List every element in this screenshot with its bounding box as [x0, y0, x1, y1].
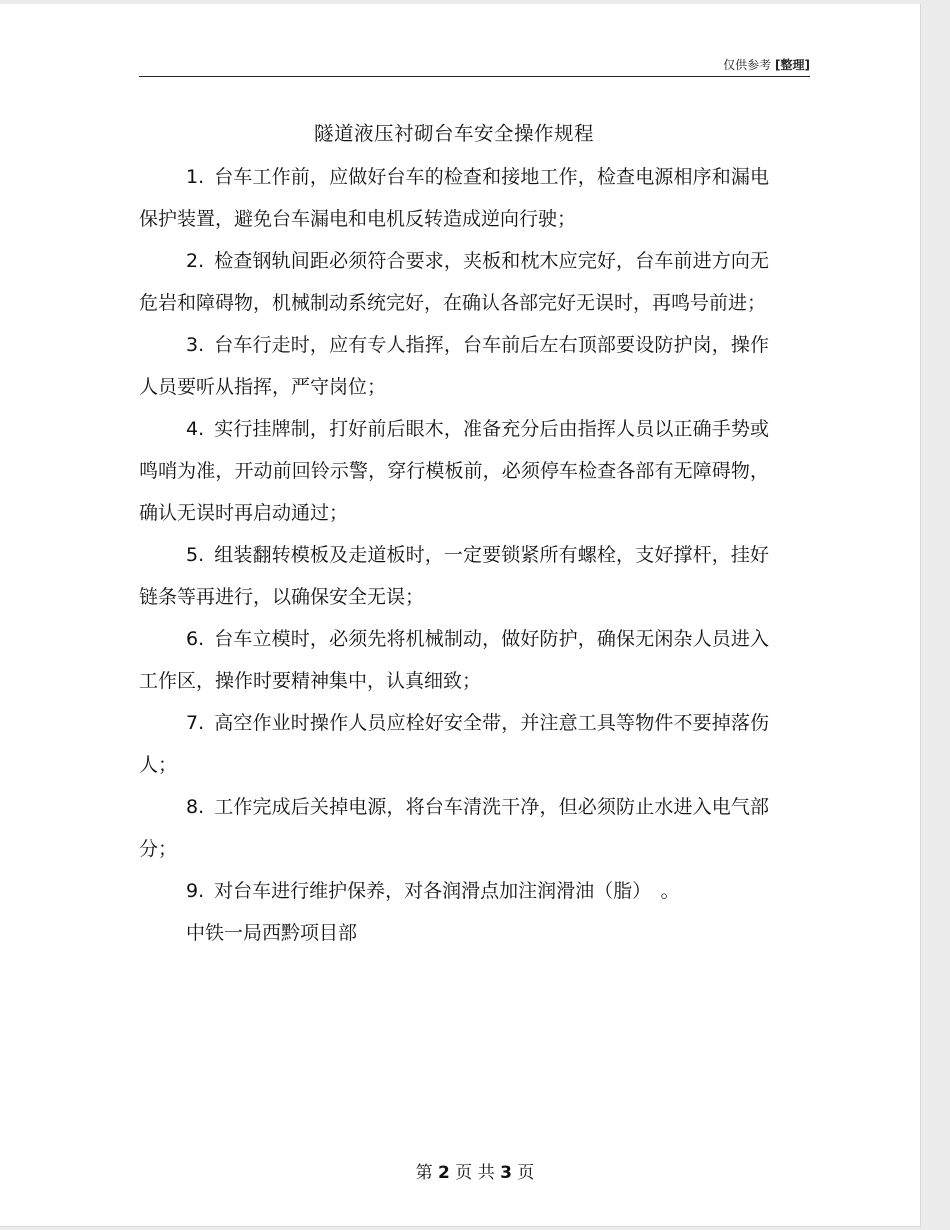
document-body	[139, 156, 769, 954]
rule-number: 8.	[186, 796, 205, 818]
signature: 中铁一局西黔项目部	[186, 922, 358, 944]
rule-number: 1.	[186, 166, 205, 188]
rule-text: 对台车进行维护保养，对各润滑点加注润滑油（脂） 。	[214, 880, 680, 902]
header-divider	[139, 76, 810, 77]
rule-item-1	[139, 156, 769, 240]
page-number-mid: 页 共	[455, 1163, 495, 1183]
header-note-bracket: [整理]	[775, 58, 810, 72]
rule-number: 4.	[186, 418, 205, 440]
rule-number: 3.	[186, 334, 205, 356]
rule-text: 工作完成后关掉电源，将台车清洗干净，但必须防止水进入电气部分；	[139, 796, 769, 860]
rule-text: 台车行走时，应有专人指挥，台车前后左右顶部要设防护岗，操作人员要听从指挥，严守岗位；	[139, 334, 769, 398]
rule-text: 高空作业时操作人员应栓好安全带，并注意工具等物件不要掉落伤人；	[139, 712, 769, 776]
rule-text: 台车工作前，应做好台车的检查和接地工作，检查电源相序和漏电保护装置，避免台车漏电和电机反转造成逆向行驶；	[139, 166, 769, 230]
rule-item-5	[139, 534, 769, 618]
rule-item-4	[139, 408, 769, 534]
header-note-text: 仅供参考	[723, 58, 772, 72]
page-total: 3	[500, 1163, 512, 1183]
rule-item-7	[139, 702, 769, 786]
document-page	[0, 4, 921, 1227]
rule-number: 6.	[186, 628, 205, 650]
rule-text: 实行挂牌制，打好前后眼木，准备充分后由指挥人员以正确手势或鸣哨为准，开动前回铃示警，穿行模板前，必须停车检查各部有无障碍物，确认无误时再启动通过；	[139, 418, 769, 524]
page-number-prefix: 第	[415, 1163, 433, 1183]
document-title: 隧道液压衬砌台车安全操作规程	[313, 122, 594, 145]
rule-item-3	[139, 324, 769, 408]
page-number-suffix: 页	[517, 1163, 535, 1183]
rule-text: 台车立模时，必须先将机械制动，做好防护，确保无闲杂人员进入工作区，操作时要精神集中，认真细致；	[139, 628, 769, 692]
rule-item-6	[139, 618, 769, 702]
page-number	[0, 1158, 950, 1183]
rule-number: 7.	[186, 712, 205, 734]
rule-number: 2.	[186, 250, 205, 272]
header-note	[723, 56, 810, 73]
rule-item-8	[139, 786, 769, 870]
rule-item-9	[139, 870, 769, 912]
rule-text: 检查钢轨间距必须符合要求，夹板和枕木应完好，台车前进方向无危岩和障碍物，机械制动系统完好，在确认各部完好无误时，再鸣号前进；	[139, 250, 769, 314]
rule-text: 组装翻转模板及走道板时，一定要锁紧所有螺栓，支好撑杆，挂好链条等再进行，以确保安全无误；	[139, 544, 769, 608]
page-current: 2	[438, 1163, 450, 1183]
rule-number: 5.	[186, 544, 205, 566]
rule-item-2	[139, 240, 769, 324]
rule-number: 9.	[186, 880, 205, 902]
